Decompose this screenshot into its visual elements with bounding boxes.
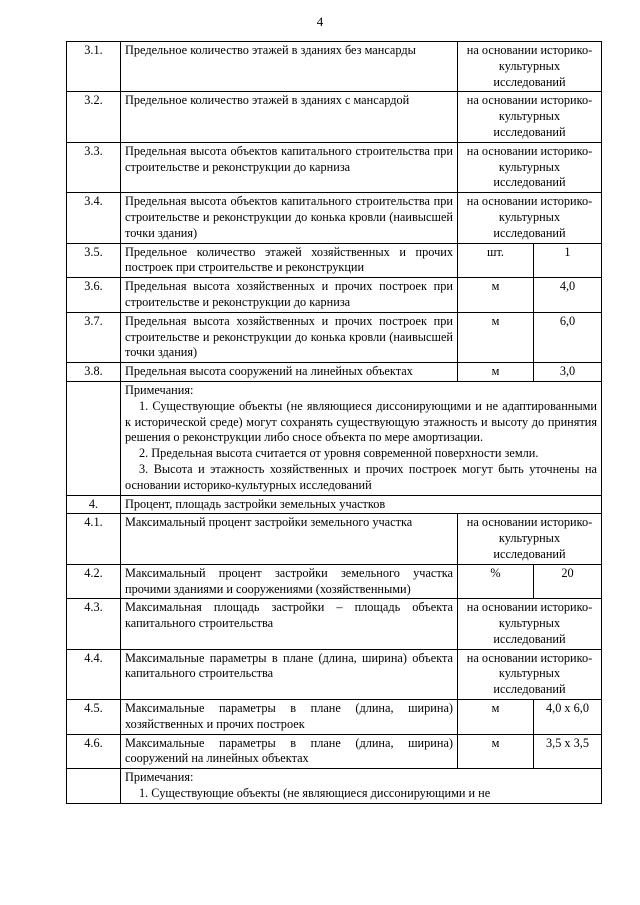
basis-value: на основании историко-культурных исследований xyxy=(458,142,602,192)
row-description: Предельная высота объектов капитального строительства при строительстве и реконструкции до карниза xyxy=(121,142,458,192)
note-item: 1. Существующие объекты (не являющиеся диссонирующими и не xyxy=(139,786,491,801)
table-body xyxy=(67,42,602,804)
table-row xyxy=(67,649,602,699)
row-number: 4.1. xyxy=(67,514,121,564)
table-row xyxy=(67,243,602,278)
unit-value: м xyxy=(458,312,534,362)
row-description: Максимальные параметры в плане (длина, ширина) хозяйственных и прочих построек xyxy=(121,700,458,735)
row-number: 4.2. xyxy=(67,564,121,599)
unit-value: шт. xyxy=(458,243,534,278)
row-number: 3.4. xyxy=(67,193,121,243)
note-item: 1. Существующие объекты (не являющиеся диссонирующими и не адаптированными к исторической среде) могут сохранять существующую этажность и высоту до принятия решения о реконструкции либо сносе объекта по мере амортизации. xyxy=(125,398,597,445)
numeric-value: 3,0 xyxy=(534,363,602,382)
notes-text xyxy=(121,381,602,495)
row-description: Максимальная площадь застройки – площадь объекта капитального строительства xyxy=(121,599,458,649)
basis-value: на основании историко-культурных исследований xyxy=(458,649,602,699)
page-number: 4 xyxy=(316,14,324,29)
row-description: Предельная высота хозяйственных и прочих построек при строительстве и реконструкции до конька кровли (наивысшей точки здания) xyxy=(121,312,458,362)
table-row xyxy=(67,734,602,769)
notes-text xyxy=(121,769,602,804)
table-row xyxy=(67,564,602,599)
table-row xyxy=(67,599,602,649)
basis-value: на основании историко-культурных исследований xyxy=(458,514,602,564)
row-number: 4.3. xyxy=(67,599,121,649)
regulations-table xyxy=(66,41,602,804)
numeric-value: 20 xyxy=(534,564,602,599)
table-row xyxy=(67,142,602,192)
notes-number-cell xyxy=(67,381,121,495)
table-row xyxy=(67,193,602,243)
row-description: Предельное количество этажей в зданиях без мансарды xyxy=(121,42,458,92)
section-number: 4. xyxy=(67,495,121,514)
basis-value: на основании историко-культурных исследований xyxy=(458,92,602,142)
unit-value: % xyxy=(458,564,534,599)
notes-title: Примечания: xyxy=(125,382,194,397)
row-number: 4.6. xyxy=(67,734,121,769)
row-number: 3.8. xyxy=(67,363,121,382)
row-description: Предельное количество этажей хозяйственных и прочих построек при строительстве и реконструкции xyxy=(121,243,458,278)
row-number: 4.4. xyxy=(67,649,121,699)
section-title: Процент, площадь застройки земельных участков xyxy=(121,495,602,514)
notes-row-1 xyxy=(67,381,602,495)
numeric-value: 3,5 х 3,5 xyxy=(534,734,602,769)
row-number: 4.5. xyxy=(67,700,121,735)
note-item: 2. Предельная высота считается от уровня современной поверхности земли. xyxy=(139,446,539,461)
row-number: 3.3. xyxy=(67,142,121,192)
row-description: Предельная высота сооружений на линейных объектах xyxy=(121,363,458,382)
row-description: Предельное количество этажей в зданиях с мансардой xyxy=(121,92,458,142)
row-description: Предельная высота объектов капитального строительства при строительстве и реконструкции до конька кровли (наивысшей точки здания) xyxy=(121,193,458,243)
row-number: 3.2. xyxy=(67,92,121,142)
numeric-value: 6,0 xyxy=(534,312,602,362)
row-description: Предельная высота хозяйственных и прочих построек при строительстве и реконструкции до карниза xyxy=(121,278,458,313)
row-description: Максимальный процент застройки земельного участка xyxy=(121,514,458,564)
table-row xyxy=(67,42,602,92)
unit-value: м xyxy=(458,734,534,769)
section-header-row xyxy=(67,495,602,514)
row-number: 3.7. xyxy=(67,312,121,362)
row-description: Максимальные параметры в плане (длина, ширина) сооружений на линейных объектах xyxy=(121,734,458,769)
basis-value: на основании историко-культурных исследований xyxy=(458,42,602,92)
notes-row-2 xyxy=(67,769,602,804)
table-row xyxy=(67,312,602,362)
basis-value: на основании историко-культурных исследований xyxy=(458,193,602,243)
basis-value: на основании историко-культурных исследований xyxy=(458,599,602,649)
table-row xyxy=(67,363,602,382)
table-row xyxy=(67,700,602,735)
table-row xyxy=(67,92,602,142)
notes-number-cell xyxy=(67,769,121,804)
numeric-value: 1 xyxy=(534,243,602,278)
numeric-value: 4,0 xyxy=(534,278,602,313)
row-number: 3.5. xyxy=(67,243,121,278)
unit-value: м xyxy=(458,700,534,735)
row-number: 3.1. xyxy=(67,42,121,92)
unit-value: м xyxy=(458,278,534,313)
unit-value: м xyxy=(458,363,534,382)
notes-title: Примечания: xyxy=(125,770,194,785)
note-item: 3. Высота и этажность хозяйственных и прочих построек могут быть уточнены на основании историко-культурных исследований xyxy=(125,461,597,492)
table-row xyxy=(67,514,602,564)
table-row xyxy=(67,278,602,313)
row-number: 3.6. xyxy=(67,278,121,313)
numeric-value: 4,0 х 6,0 xyxy=(534,700,602,735)
row-description: Максимальный процент застройки земельного участка прочими зданиями и сооружениями (хозяйственными) xyxy=(121,564,458,599)
row-description: Максимальные параметры в плане (длина, ширина) объекта капитального строительства xyxy=(121,649,458,699)
